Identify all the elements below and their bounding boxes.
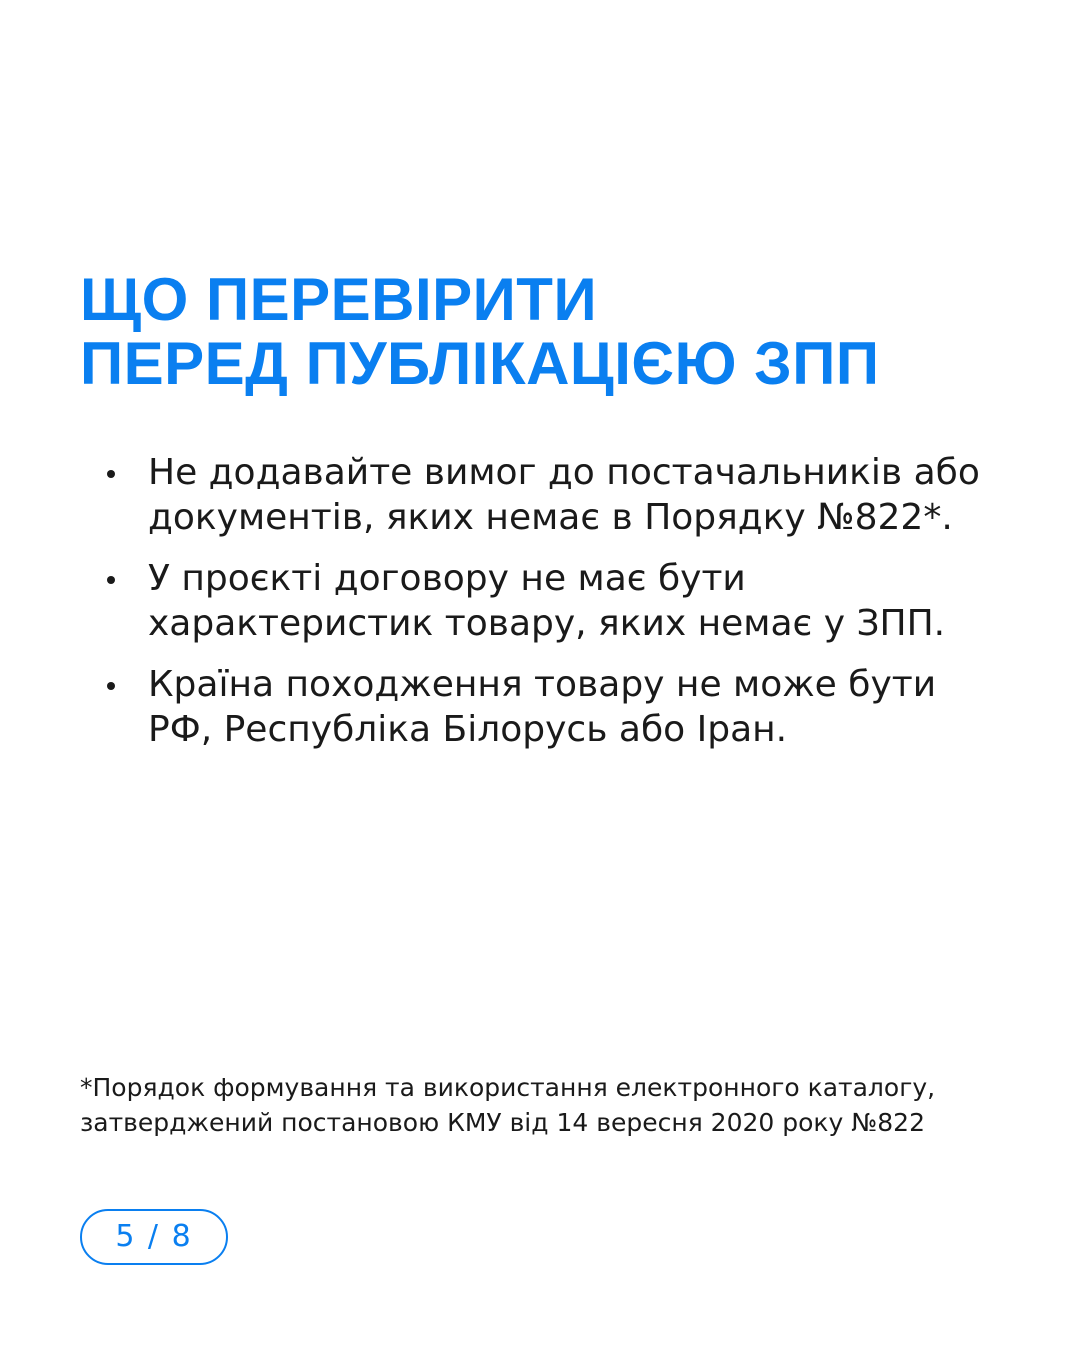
bullet-icon: [107, 576, 115, 584]
checklist-item: [80, 556, 980, 646]
bullet-icon: [107, 682, 115, 690]
checklist-item: [80, 450, 980, 540]
bullet-icon: [107, 470, 115, 478]
checklist-item-text: У проєкті договору не має бути характеристик товару, яких немає у ЗПП.: [148, 558, 946, 644]
checklist: [80, 450, 980, 768]
page-title-line-2: ПЕРЕД ПУБЛІКАЦІЄЮ ЗПП: [80, 330, 880, 397]
page-counter: 5 / 8: [80, 1209, 228, 1265]
footnote: [80, 1070, 1020, 1140]
footnote-line-1: *Порядок формування та використання електронного каталогу,: [80, 1073, 936, 1102]
checklist-item-text: Не додавайте вимог до постачальників або документів, яких немає в Порядку №822*.: [148, 452, 980, 538]
page-title-line-1: ЩО ПЕРЕВІРИТИ: [80, 266, 598, 333]
checklist-item: [80, 662, 980, 752]
checklist-item-text: Країна походження товару не може бути РФ, Республіка Білорусь або Іран.: [148, 664, 937, 750]
page-title: [80, 268, 1020, 396]
footnote-line-2: затверджений постановою КМУ від 14 вересня 2020 року №822: [80, 1108, 925, 1137]
